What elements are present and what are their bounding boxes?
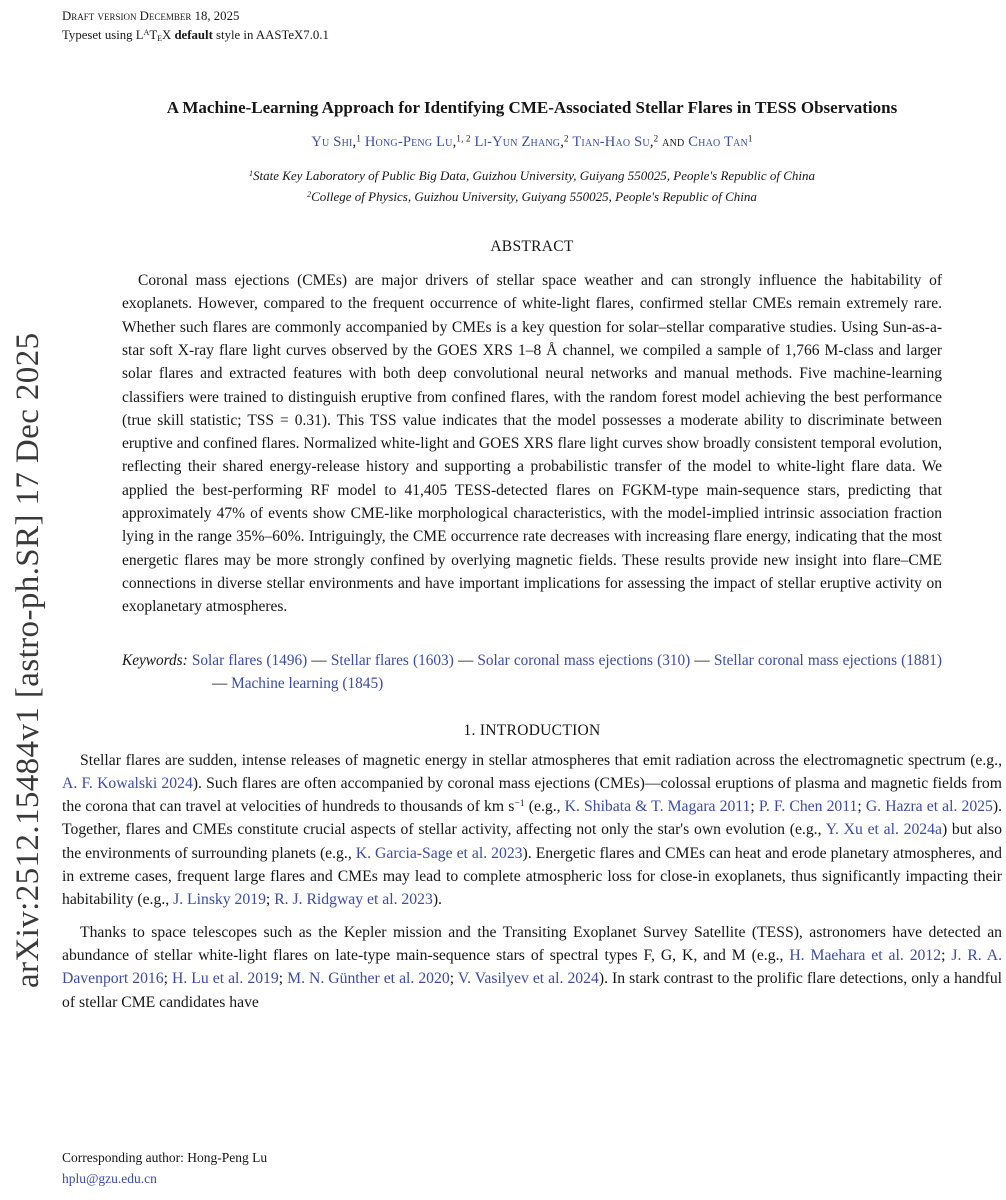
text-segment: ; [265,891,275,909]
citation-link[interactable]: Hong-Peng Lu [364,134,453,151]
text-segment: and [658,134,689,151]
text-segment: ). In stark contrast to the prolific flare detections, only a handful of stellar CME candidates have [62,970,1003,1011]
text-segment: ; [278,970,288,988]
text-segment: , [352,134,357,151]
text-segment: A [143,28,150,38]
text-segment: style in AASTeX7.0.1 [212,28,329,43]
keywords-links [188,652,942,692]
text-segment: E [157,34,162,44]
text-segment: — [453,651,478,669]
text-segment: , [649,134,654,151]
abstract-text: Coronal mass ejections (CMEs) are major drivers of stellar space weather and can strongly influence the habitability of exoplanets. However, compared to the frequent occurrence of white-light flares, confirmed stellar CMEs remain extremely rare. Whether such flares are commonly accompanied by CMEs is a key question for solar–stellar comparative studies. Using Sun-as-a-star soft X-ray flare light curves observed by the GOES XRS 1–8 Å channel, we compiled a sample of 1,766 M-class and larger solar flares and extracted features with both deep convolutional neural networks and manual methods. Five machine-learning classifiers were trained to distinguish eruptive from confined flares, with the random forest model achieving the best performance (true skill statistic; TSS = 0.31). This TSS value indicates that the model possesses a moderate ability to discriminate between eruptive and confined flares. Normalized white-light and GOES XRS flare light curves show broadly consistent temporal evolution, reflecting their shared energy-release history and supporting a probabilistic transfer of the model to white-light flare data. We applied the best-performing RF model to 41,405 TESS-detected flares on FGKM-type main-sequence stars, predicting that approximately 47% of events show CME-like morphological characteristics, with the model-implied intrinsic association fraction lying in the range 35%–60%. Intriguingly, the CME occurrence rate decreases with increasing flare energy, indicating that the most energetic flares may be more strongly confined by overlying magnetic fields. These results provide new insight into flare–CME connections in diverse stellar environments and have important implications for assessing the impact of stellar eruptive activity on exoplanetary atmospheres. [122,272,942,616]
text-segment: — [307,651,331,669]
arxiv-watermark: arXiv:2512.15484v1 [astro-ph.SR] 17 Dec 2025 [10,332,46,988]
text-segment: 2 [564,133,569,144]
citation-link[interactable]: Solar coronal mass ejections (310) [477,651,691,669]
citation-link[interactable]: Stellar coronal mass ejections (1881) [713,651,942,669]
text-segment: 2 [307,190,312,200]
section-heading-introduction: 1. INTRODUCTION [463,721,601,739]
paper-title: A Machine-Learning Approach for Identifying CME-Associated Stellar Flares in TESS Observations [166,98,898,117]
citation-link[interactable]: V. Vasilyev et al. 2024 [457,970,599,988]
text-segment: 1 [248,169,253,179]
text-segment: ) but also the environments of surrounding planets (e.g., [62,821,1002,862]
text-segment: 1, 2 [456,133,471,144]
text-segment: T [149,28,158,43]
text-segment: −1 [514,798,525,810]
abstract-heading: ABSTRACT [490,238,574,256]
text-segment: ). Such flares are often accompanied by coronal mass ejections (CMEs)—colossal eruptions of plasma and magnetic fields from the corona that can travel at velocities of hundreds to thousands of km s [62,774,1002,816]
citation-link[interactable]: Solar flares (1496) [191,651,308,669]
text-segment: — [690,651,714,669]
text-segment: , [560,134,565,151]
citation-link[interactable]: J. Linsky 2019 [173,891,266,909]
text-segment: — [212,674,232,692]
citation-link[interactable]: P. F. Chen 2011 [758,798,858,816]
draft-version-line: Draft version December 18, 2025 [62,9,240,23]
affiliation-2 [62,189,1002,205]
citation-link[interactable]: K. Garcia-Sage et al. 2023 [355,844,523,862]
footer [62,1148,267,1190]
text-segment: 1 [356,133,362,144]
paper-content [62,0,1002,1014]
citation-link[interactable]: Tian-Hao Su [572,134,650,151]
text-segment: ; [941,946,952,964]
citation-link[interactable]: M. N. Günther et al. 2020 [287,970,450,988]
text-segment: State Key Laboratory of Public Big Data, Guizhou University, Guiyang 550025, People's Republic of China [252,168,816,184]
text-segment: 1 [747,133,753,144]
text-segment: College of Physics, Guizhou University, Guiyang 550025, People's Republic of China [311,189,757,205]
text-segment: default [174,28,213,43]
keywords-block [122,649,942,695]
citation-link[interactable]: H. Maehara et al. 2012 [789,946,942,964]
keywords-label: Keywords: [122,651,188,669]
citation-link[interactable]: Y. Xu et al. 2024a [825,821,942,839]
authors-line [62,134,1002,151]
corresponding-email-link[interactable]: hplu@gzu.edu.cn [62,1170,157,1186]
text-segment: L [135,28,144,43]
text-segment: ). Energetic flares and CMEs can heat and erode planetary atmospheres, and in extreme cases, frequent large flares and CMEs may lead to complete atmospheric loss for close-in exoplanets, thus significantly impacting their habitability (e.g., [62,844,1002,909]
citation-link[interactable]: Li-Yun Zhang [474,134,561,151]
text-segment: ; [163,970,173,988]
citation-link[interactable]: Yu Shi [311,134,353,151]
intro-paragraph-2 [62,921,1002,1014]
text-segment: ; [449,970,458,988]
text-segment: ; [857,798,866,816]
citation-link[interactable]: Machine learning (1845) [231,674,384,692]
text-segment: Stellar flares are sudden, intense releases of magnetic energy in stellar atmospheres that emit radiation across the electromagnetic spectrum (e.g., [80,751,1002,769]
text-segment: Typeset using [62,28,136,43]
intro-paragraph-1 [62,749,1002,912]
text-segment: Thanks to space telescopes such as the Kepler mission and the Transiting Exoplanet Survey Satellite (TESS), astronomers have detected an abundance of stellar white-light flares on late-type main-sequence stars of spectral types F, G, K, and M (e.g., [62,923,1002,964]
text-segment: (e.g., [524,798,565,816]
citation-link[interactable]: H. Lu et al. 2019 [172,970,279,988]
citation-link[interactable]: R. J. Ridgway et al. 2023 [274,891,433,909]
citation-link[interactable]: K. Shibata & T. Magara 2011 [564,798,751,816]
citation-link[interactable]: G. Hazra et al. 2025 [865,798,993,816]
citation-link[interactable]: Stellar flares (1603) [330,651,454,669]
text-segment: , [452,134,457,151]
text-segment: ; [750,798,759,816]
text-segment: X [161,28,175,43]
text-segment: 2 [653,133,659,144]
citation-link[interactable]: A. F. Kowalski 2024 [62,774,193,792]
text-segment: ). Together, flares and CMEs constitute crucial aspects of stellar activity, affecting not only the star's own evolution (e.g., [62,798,1003,839]
text-segment: ). [432,891,442,909]
citation-link[interactable]: J. R. A. Davenport 2016 [62,946,1003,988]
corresponding-author-line: Corresponding author: Hong-Peng Lu [62,1150,268,1165]
affiliation-1 [62,168,1002,184]
citation-link[interactable]: Chao Tan [688,134,748,151]
